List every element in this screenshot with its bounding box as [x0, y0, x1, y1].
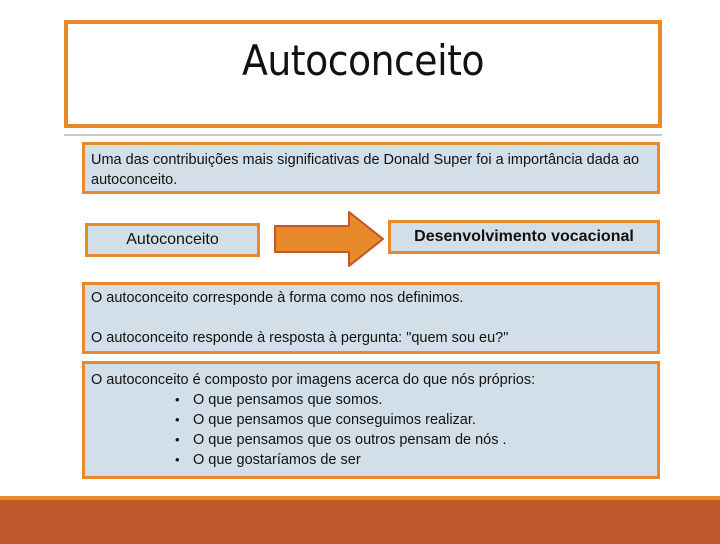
definition-keyword-1: O autoconceito — [91, 290, 189, 306]
list-item: • O que pensamos que os outros pensam de nós . — [175, 430, 651, 450]
list-item: • O que pensamos que somos. — [175, 390, 651, 410]
flow-left-box — [85, 223, 260, 257]
definition-text-1: corresponde à forma como nos definimos. — [188, 290, 464, 306]
flow-right-box — [388, 220, 660, 254]
page-title: Autoconceito — [241, 36, 484, 85]
definition-keyword-2: O autoconceito — [91, 330, 189, 346]
definitions-panel — [82, 282, 660, 354]
composition-list — [91, 390, 651, 470]
composition-keyword: O autoconceito — [91, 372, 189, 388]
intro-text: Uma das contribuições mais significativas de Donald Super foi a importância dada ao autoconceito. — [91, 152, 640, 188]
title-box — [64, 20, 662, 128]
definition-text-2: responde à resposta à pergunta: "quem sou eu?" — [188, 330, 509, 346]
intro-panel — [82, 142, 660, 194]
composition-lead — [91, 370, 651, 390]
definition-line-1 — [91, 288, 651, 308]
list-item: • O que gostaríamos de ser — [175, 450, 651, 470]
flow-right-label: Desenvolvimento vocacional — [414, 228, 634, 245]
divider — [64, 134, 662, 136]
list-item: • O que pensamos que conseguimos realizar. — [175, 410, 651, 430]
right-arrow-icon — [273, 210, 385, 268]
composition-panel — [82, 361, 660, 479]
definition-line-2 — [91, 328, 651, 348]
flow-left-label: Autoconceito — [126, 231, 219, 248]
footer-band — [0, 496, 720, 544]
composition-lead-text: é composto por imagens acerca do que nós próprios: — [188, 372, 536, 388]
